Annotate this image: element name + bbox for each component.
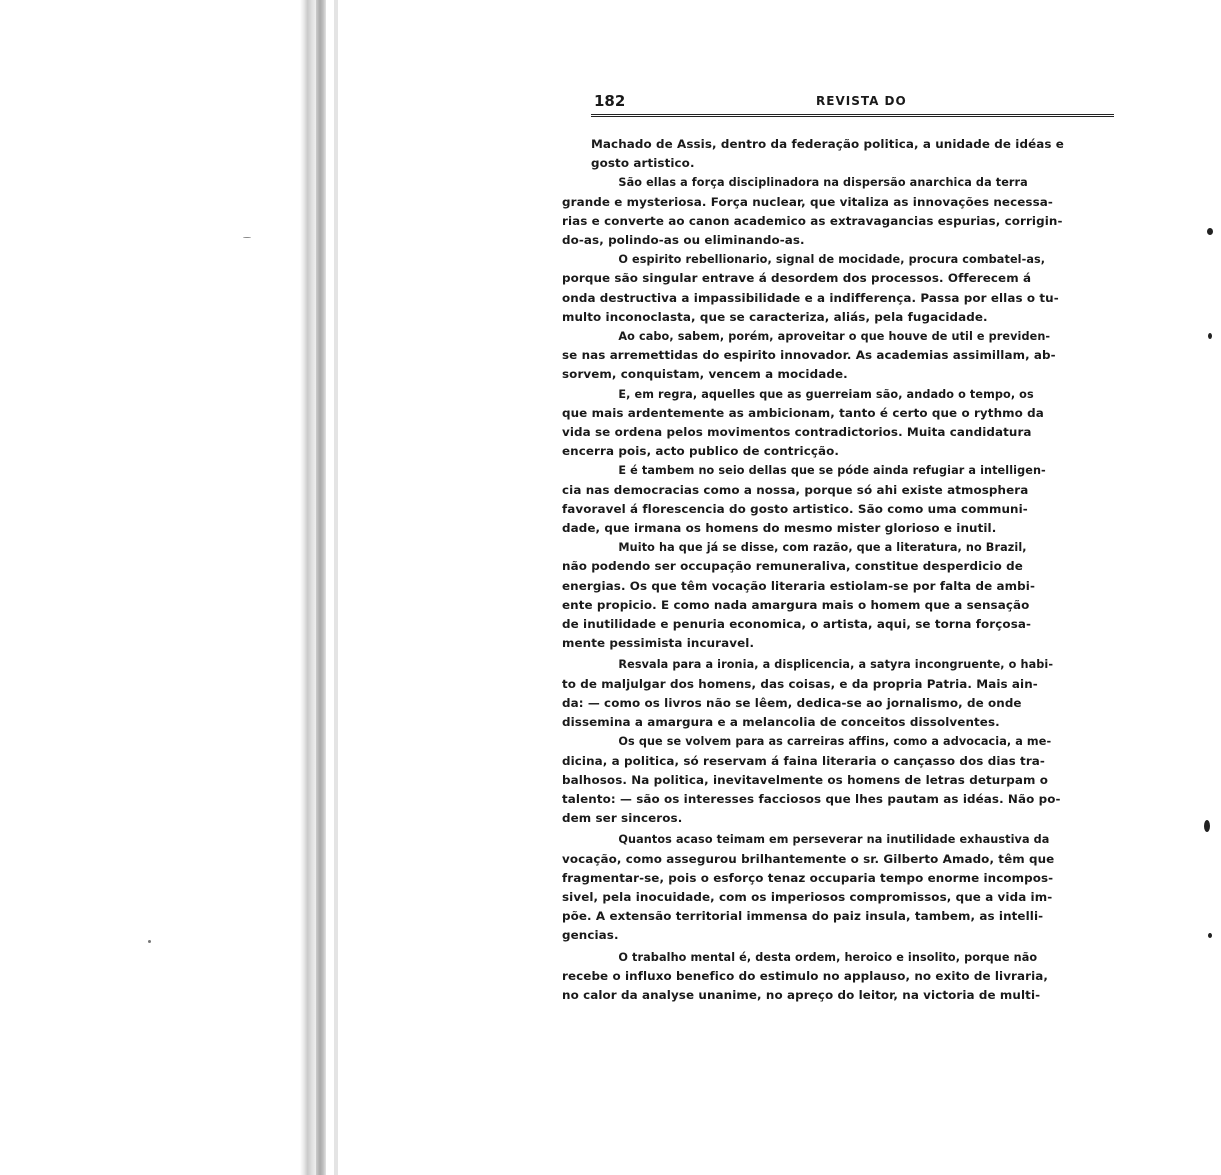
paragraph xyxy=(562,461,1114,538)
book-binding-edge xyxy=(316,0,326,1175)
text-line: grande e mysteriosa. Força nuclear, que vitaliza as innovações necessa- xyxy=(562,194,1053,209)
text-line: gencias. xyxy=(562,928,619,943)
text-line: multo inconoclasta, que se caracteriza, aliás, pela fugacidade. xyxy=(562,309,988,324)
text-line: O espirito rebellionario, signal de mocidade, procura combatel-as, xyxy=(618,252,1046,267)
text-line: Ao cabo, sabem, porém, aproveitar o que houve de util e previden- xyxy=(618,329,1051,344)
text-line: Resvala para a ironia, a displicencia, a satyra incongruente, o habi- xyxy=(618,657,1054,672)
paragraph xyxy=(562,830,1114,945)
text-line: vida se ordena pelos movimentos contradictorios. Muita candidatura xyxy=(562,425,1032,440)
text-line: Muito ha que já se disse, com razão, que a literatura, no Brazil, xyxy=(618,540,1027,555)
margin-speck xyxy=(1208,933,1212,938)
paragraph xyxy=(562,655,1114,732)
paragraph xyxy=(562,732,1114,828)
page-number: 182 xyxy=(594,92,626,110)
text-line: balhosos. Na politica, inevitavelmente os homens de letras deturpam o xyxy=(562,772,1049,787)
text-line: E é tambem no seio dellas que se póde ainda refugiar a intelligen- xyxy=(618,463,1046,478)
text-line: da: — como os livros não se lêem, dedica-se ao jornalismo, de onde xyxy=(562,695,1022,710)
text-line: Machado de Assis, dentro da federação politica, a unidade de idéas e xyxy=(591,137,1064,151)
margin-speck xyxy=(1208,333,1212,339)
paragraph xyxy=(562,948,1114,1006)
paragraph xyxy=(562,385,1114,462)
text-line: sorvem, conquistam, vencem a mocidade. xyxy=(562,367,848,382)
text-line: São ellas a força disciplinadora na dispersão anarchica da terra xyxy=(618,175,1028,190)
text-line: energias. Os que têm vocação literaria estiolam-se por falta de ambi- xyxy=(562,578,1035,593)
text-line: dade, que irmana os homens do mesmo mister glorioso e inutil. xyxy=(562,521,997,536)
text-line: no calor da analyse unanime, no apreço do leitor, na victoria de multi- xyxy=(562,987,1041,1002)
book-binding-edge-secondary xyxy=(334,0,338,1175)
paragraph xyxy=(562,173,1114,250)
text-line: cia nas democracias como a nossa, porque só ahi existe atmosphera xyxy=(562,482,1029,497)
text-line: E, em regra, aquelles que as guerreiam são, andado o tempo, os xyxy=(618,386,1034,401)
text-line: se nas arremettidas do espirito innovador. As academias assimillam, ab- xyxy=(562,348,1056,363)
text-line: talento: — são os interesses facciosos que lhes pautam as idéas. Não po- xyxy=(562,791,1061,806)
text-line: que mais ardentemente as ambicionam, tanto é certo que o rythmo da xyxy=(562,405,1044,420)
text-line: mente pessimista incuravel. xyxy=(562,636,755,651)
text-line: sivel, pela inocuidade, com os imperiosos compromissos, que a vida im- xyxy=(562,889,1053,904)
text-line: dem ser sinceros. xyxy=(562,811,683,826)
text-line: encerra pois, acto publico de contricção. xyxy=(562,444,840,459)
text-line: to de maljulgar dos homens, das coisas, e da propria Patria. Mais ain- xyxy=(562,676,1038,691)
text-line: recebe o influxo benefico do estimulo no applauso, no exito de livraria, xyxy=(562,968,1049,983)
text-line: do-as, polindo-as ou eliminando-as. xyxy=(562,233,805,248)
page-header xyxy=(591,92,1114,112)
text-line: não podendo ser occupação remuneraliva, constitue desperdicio de xyxy=(562,559,1023,574)
text-line: rias e converte ao canon academico as extravagancias espurias, corrigin- xyxy=(562,213,1063,228)
running-head: REVISTA DO xyxy=(816,94,907,108)
text-line: Quantos acaso teimam em perseverar na inutilidade exhaustiva da xyxy=(618,832,1050,847)
text-line: põe. A extensão territorial immensa do paiz insula, tambem, as intelli- xyxy=(562,909,1044,924)
text-line: fragmentar-se, pois o esforço tenaz occuparia tempo enorme incompos- xyxy=(562,870,1054,885)
header-rule xyxy=(591,114,1114,117)
margin-speck xyxy=(243,237,251,238)
text-line: porque são singular entrave á desordem dos processos. Offerecem á xyxy=(562,271,1032,286)
text-line: O trabalho mental é, desta ordem, heroico e insolito, porque não xyxy=(618,949,1038,964)
text-line: dicina, a politica, só reservam á faina literaria o cançasso dos dias tra- xyxy=(562,753,1045,768)
text-line: de inutilidade e penuria economica, o artista, aqui, se torna forçosa- xyxy=(562,617,1032,632)
margin-speck xyxy=(1207,228,1213,235)
paragraph xyxy=(591,135,1114,173)
text-line: ente propicio. E como nada amargura mais o homem que a sensação xyxy=(562,597,1030,612)
margin-speck xyxy=(1204,820,1210,832)
paragraph xyxy=(562,327,1114,385)
text-line: favoravel á florescencia do gosto artistico. São como uma communi- xyxy=(562,501,1028,516)
book-page xyxy=(562,92,1114,1005)
paragraph xyxy=(562,250,1114,327)
text-line: gosto artistico. xyxy=(591,156,695,171)
text-line: vocação, como assegurou brilhantemente o sr. Gilberto Amado, têm que xyxy=(562,851,1055,866)
paragraph xyxy=(562,538,1114,653)
body-text xyxy=(562,135,1114,1005)
text-line: Os que se volvem para as carreiras affins, como a advocacia, a me- xyxy=(618,734,1052,749)
margin-speck xyxy=(148,940,151,943)
text-line: dissemina a amargura e a melancolia de conceitos dissolventes. xyxy=(562,715,1000,730)
text-line: onda destructiva a impassibilidade e a indifferença. Passa por ellas o tu- xyxy=(562,290,1059,305)
